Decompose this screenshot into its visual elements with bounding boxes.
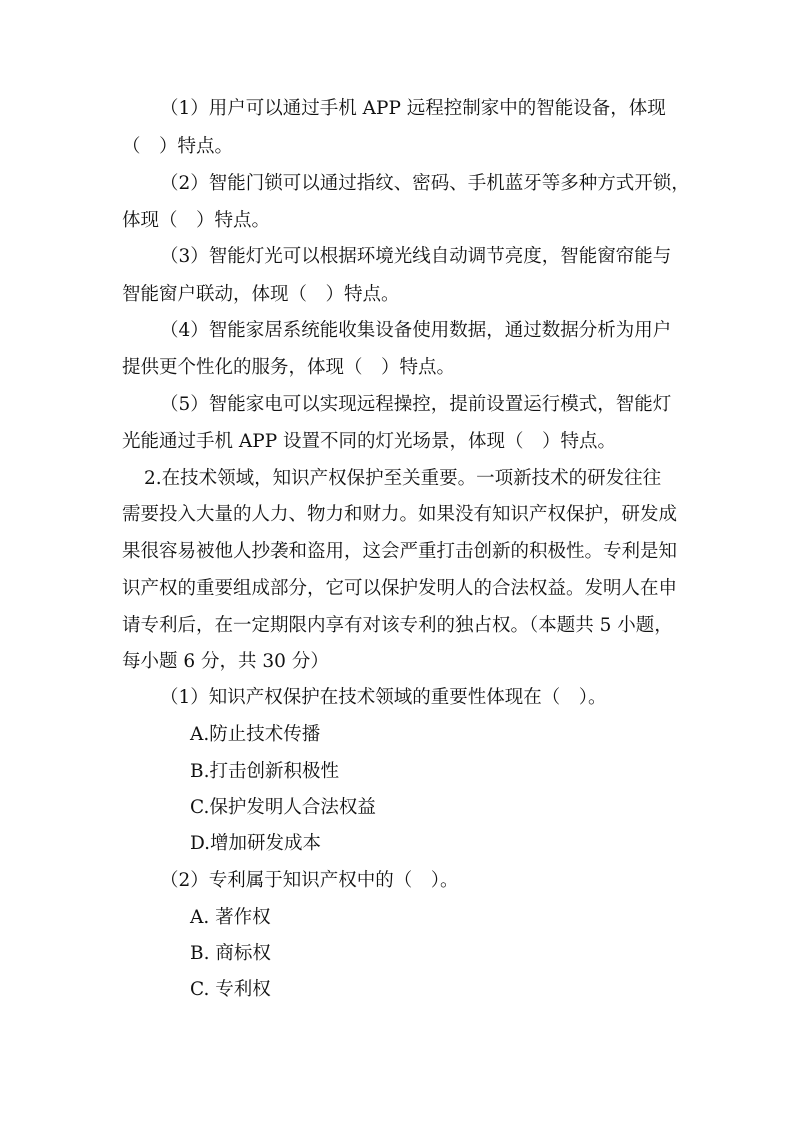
q2-stem-line2: 需要投入大量的人力、物力和财力。如果没有知识产权保护，研发成 (122, 504, 678, 525)
q1-sub4-line2: 提供更个性化的服务，体现（ ）特点。 (122, 357, 456, 378)
q2-sub2-option-b: B. 商标权 (190, 943, 271, 964)
q2-sub1-option-d: D.增加研发成本 (190, 833, 322, 854)
q2-stem-line1: 2.在技术领域，知识产权保护至关重要。一项新技术的研发往往 (144, 468, 662, 489)
q2-sub2-option-a: A. 著作权 (190, 907, 271, 928)
q2-stem-line4: 识产权的重要组成部分，它可以保护发明人的合法权益。发明人在申 (122, 578, 678, 599)
q2-sub1-option-b: B.打击创新积极性 (190, 761, 339, 782)
q1-sub1-line1: （1）用户可以通过手机 APP 远程控制家中的智能设备，体现 (160, 98, 666, 119)
q2-stem-line6: 每小题 6 分，共 30 分） (122, 651, 329, 672)
q2-sub2-option-c: C. 专利权 (190, 979, 271, 1000)
q1-sub2-line2: 体现（ ）特点。 (122, 210, 271, 231)
q1-sub2-line1: （2）智能门锁可以通过指纹、密码、手机蓝牙等多种方式开锁， (160, 173, 690, 194)
q1-sub1-line2: （ ）特点。 (122, 136, 234, 157)
q2-sub2-stem: （2）专利属于知识产权中的（ ）。 (160, 870, 459, 891)
q2-sub1-option-c: C.保护发明人合法权益 (190, 797, 376, 818)
q2-stem-line5: 请专利后，在一定期限内享有对该专利的独占权。（本题共 5 小题， (122, 615, 673, 636)
q1-sub3-line2: 智能窗户联动，体现（ ）特点。 (122, 284, 400, 305)
q2-stem-line3: 果很容易被他人抄袭和盗用，这会严重打击创新的积极性。专利是知 (122, 541, 678, 562)
q1-sub5-line1: （5）智能家电可以实现远程操控，提前设置运行模式，智能灯 (160, 394, 672, 415)
q1-sub3-line1: （3）智能灯光可以根据环境光线自动调节亮度，智能窗帘能与 (160, 246, 672, 267)
q1-sub5-line2: 光能通过手机 APP 设置不同的灯光场景，体现（ ）特点。 (122, 431, 617, 452)
q2-sub1-option-a: A.防止技术传播 (190, 724, 321, 745)
q2-sub1-stem: （1）知识产权保护在技术领域的重要性体现在（ ）。 (160, 687, 607, 708)
q1-sub4-line1: （4）智能家居系统能收集设备使用数据，通过数据分析为用户 (160, 320, 672, 341)
